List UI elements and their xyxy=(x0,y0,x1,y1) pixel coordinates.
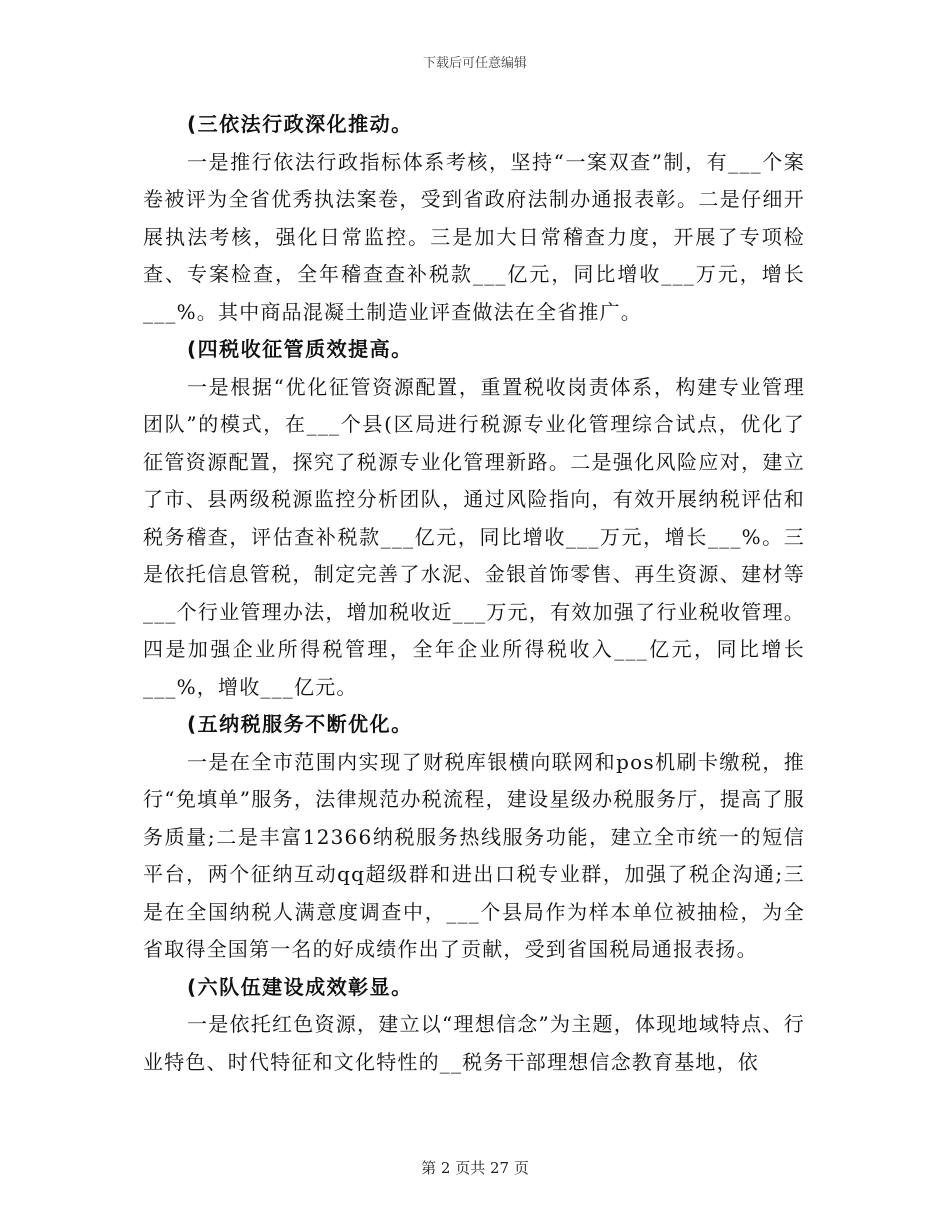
section-paragraph: 一是在全市范围内实现了财税库银横向联网和pos机刷卡缴税，推行“免填单”服务，法律规范办税流程，建设星级办税服务厅，提高了服务质量;二是丰富12366纳税服务热线服务功能，建立全市统一的短信平台，两个征纳互动qq超级群和进出口税专业群，加强了税企沟通;三是在全国纳税人满意度调查中，___个县局作为样本单位被抽检，为全省取得全国第一名的好成绩作出了贡献，受到省国税局通报表扬。 xyxy=(143,749,805,961)
section-paragraph: 一是依托红色资源，建立以“理想信念”为主题，体现地域特点、行业特色、时代特征和文化特性的__税务干部理想信念教育基地，依 xyxy=(143,1012,805,1074)
page-number-footer: 第 2 页共 27 页 xyxy=(421,1159,529,1177)
section-paragraph: 一是根据“优化征管资源配置，重置税收岗责体系，构建专业管理团队”的模式，在___个县(区局进行税源专业化管理综合试点，优化了征管资源配置，探究了税源专业化管理新路。二是强化风险应对，建立了市、县两级税源监控分析团队，通过风险指向，有效开展纳税评估和税务稽查，评估查补税款___亿元，同比增收___万元，增长___%。三是依托信息管税，制定完善了水泥、金银首饰零售、再生资源、建材等___个行业管理办法，增加税收近___万元，有效加强了行业税收管理。四是加强企业所得税管理，全年企业所得税收入___亿元，同比增长___%，增收___亿元。 xyxy=(143,374,805,699)
document-body xyxy=(143,106,805,1081)
section-paragraph: 一是推行依法行政指标体系考核，坚持“一案双查”制，有___个案卷被评为全省优秀执法案卷，受到省政府法制办通报表彰。二是仔细开展执法考核，强化日常监控。三是加大日常稽查力度，开展了专项检查、专案检查，全年稽查查补税款___亿元，同比增收___万元，增长___%。其中商品混凝土制造业评查做法在全省推广。 xyxy=(143,149,805,324)
section-heading: (五纳税服务不断优化。 xyxy=(187,712,413,736)
section-heading: (四税收征管质效提高。 xyxy=(187,337,413,361)
section-heading: (三依法行政深化推动。 xyxy=(187,112,413,136)
page-header: 下载后可任意编辑 xyxy=(422,56,527,71)
section-heading: (六队伍建设成效彰显。 xyxy=(187,974,413,999)
